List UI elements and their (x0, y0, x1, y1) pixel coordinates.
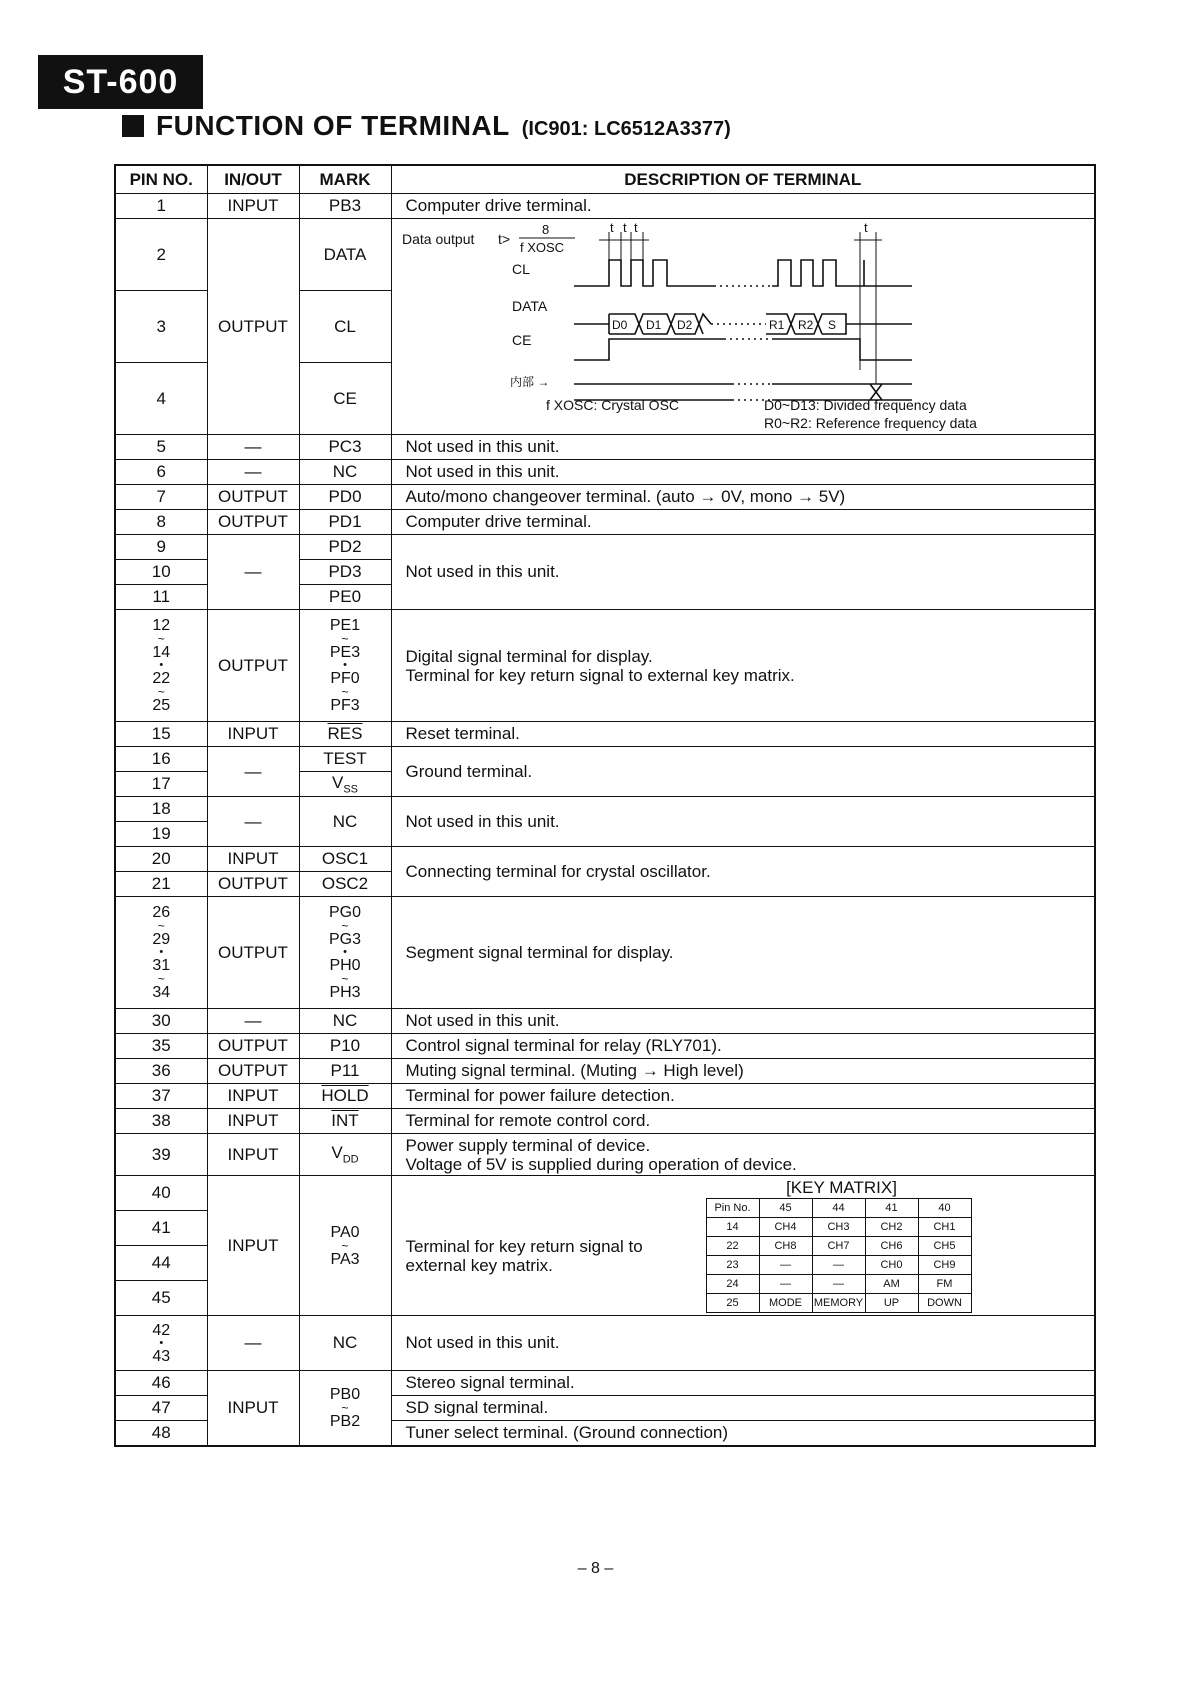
page-number: – 8 – (577, 1560, 614, 1577)
mark-cell (299, 722, 391, 747)
mark-cell: PC3 (299, 435, 391, 460)
mark-cell: NC (299, 797, 391, 847)
range-dot: • (159, 1336, 164, 1349)
pin-range-cell (115, 897, 207, 1009)
key-matrix-description (392, 1237, 706, 1275)
pin-cell: 10 (115, 560, 207, 585)
mark-range-end: PH3 (329, 984, 361, 1001)
key-matrix-row (706, 1218, 971, 1237)
desc-cell: Terminal for remote control cord. (391, 1109, 1095, 1134)
io-cell: OUTPUT (207, 485, 299, 510)
range-tilde: ~ (157, 632, 165, 646)
pin-cell: 3 (115, 291, 207, 363)
mark-range-value: PG3 (328, 931, 361, 948)
range-tilde: ~ (341, 685, 349, 699)
table-row (115, 1176, 1095, 1211)
io-cell: — (207, 460, 299, 485)
pin-cell: 30 (115, 1009, 207, 1034)
pin-cell: 44 (115, 1246, 207, 1281)
pin-cell: 47 (115, 1396, 207, 1421)
terminal-table (114, 164, 1096, 1447)
cl-waveform (574, 260, 714, 286)
pin-cell: 5 (115, 435, 207, 460)
bit-label: D1 (645, 317, 661, 332)
mark-cell: NC (299, 1009, 391, 1034)
desc-cell: Computer drive terminal. (391, 510, 1095, 535)
range-dot: • (159, 946, 164, 958)
mark-cell: PD0 (299, 485, 391, 510)
table-row (115, 797, 1095, 822)
km-header-cell: Pin No. (706, 1199, 759, 1218)
desc-line: Terminal for key return signal to (405, 1236, 643, 1256)
page-title: FUNCTION OF TERMINAL (156, 110, 510, 141)
km-cell: DOWN (918, 1294, 971, 1313)
io-cell: — (207, 797, 299, 847)
io-cell: INPUT (207, 1109, 299, 1134)
bit-label: R2 (797, 317, 813, 332)
table-row (115, 1109, 1095, 1134)
mark-cell: PE0 (299, 585, 391, 610)
timing-t-label: t (863, 219, 868, 235)
mark-range-cell (299, 610, 391, 722)
km-cell: CH7 (812, 1237, 865, 1256)
table-row (115, 219, 1095, 291)
col-desc-header: DESCRIPTION OF TERMINAL (391, 165, 1095, 194)
io-cell: INPUT (207, 722, 299, 747)
table-row (115, 485, 1095, 510)
pin-range-end: 25 (152, 697, 171, 714)
km-cell: CH8 (759, 1237, 812, 1256)
table-row (115, 460, 1095, 485)
desc-cell: Not used in this unit. (391, 1316, 1095, 1371)
io-cell: INPUT (207, 847, 299, 872)
col-mark-header: MARK (299, 165, 391, 194)
mark-cell: PD3 (299, 560, 391, 585)
io-cell: OUTPUT (207, 610, 299, 722)
mark-cell: NC (299, 460, 391, 485)
pin-cell: 40 (115, 1176, 207, 1211)
desc-cell: Ground terminal. (391, 747, 1095, 797)
legend-fxosc: f XOSC: Crystal OSC (545, 396, 679, 413)
pin-cell: 21 (115, 872, 207, 897)
pin-cell: 37 (115, 1084, 207, 1109)
mark-overlined: $\overline{INT}$ (331, 1111, 359, 1130)
pin-range-cell (115, 1316, 207, 1371)
key-matrix-table (706, 1198, 972, 1313)
model-badge: ST-600 (38, 55, 203, 109)
io-cell: — (207, 1316, 299, 1371)
pin-cell: 38 (115, 1109, 207, 1134)
range-tilde: ~ (157, 685, 165, 699)
pin-range-value: 29 (152, 931, 171, 948)
pin-range-value: 22 (152, 670, 171, 687)
mark-cell: P10 (299, 1034, 391, 1059)
mark-range-end: PB2 (329, 1412, 361, 1430)
pin-range-cell (115, 610, 207, 722)
io-cell: OUTPUT (207, 1034, 299, 1059)
pin-range-value: 31 (152, 957, 171, 974)
table-row (115, 1371, 1095, 1396)
signal-internal-label: 内部 → (509, 374, 549, 389)
range-tilde: ~ (341, 1238, 349, 1253)
pin-cell: 17 (115, 772, 207, 797)
desc-cell: Not used in this unit. (391, 535, 1095, 610)
key-matrix-header-row (706, 1199, 971, 1218)
table-row (115, 1059, 1095, 1084)
timing-t-label: t (622, 219, 627, 235)
mark-overlined: HOLD (321, 1086, 369, 1105)
signal-cl-label: CL (511, 260, 530, 277)
desc-cell: Reset terminal. (391, 722, 1095, 747)
table-row (115, 1034, 1095, 1059)
km-cell: — (759, 1275, 812, 1294)
bit-label: D0 (611, 317, 627, 332)
table-row (115, 897, 1095, 1009)
desc-cell (391, 610, 1095, 722)
pin-range-end: 34 (152, 984, 171, 1001)
data-output-label: Data output (401, 230, 474, 247)
mark-cell (299, 1109, 391, 1134)
desc-cell: Not used in this unit. (391, 460, 1095, 485)
desc-cell: Tuner select terminal. (Ground connection) (391, 1421, 1095, 1446)
pin-cell: 6 (115, 460, 207, 485)
km-cell: AM (865, 1275, 918, 1294)
mark-range-value: PE3 (329, 644, 361, 661)
desc-cell: Segment signal terminal for display. (391, 897, 1095, 1009)
mark-range-value: PF0 (330, 670, 360, 687)
mark-overlined: $\overline{RES}$ (327, 724, 363, 743)
io-cell: OUTPUT (207, 1059, 299, 1084)
desc-cell: Connecting terminal for crystal oscillator. (391, 847, 1095, 897)
pin-range-start: 26 (152, 904, 171, 921)
pin-cell: 20 (115, 847, 207, 872)
pin-cell: 16 (115, 747, 207, 772)
km-cell: CH0 (865, 1256, 918, 1275)
km-cell: CH6 (865, 1237, 918, 1256)
range-tilde: ~ (341, 632, 349, 646)
desc-cell: Terminal for power failure detection. (391, 1084, 1095, 1109)
km-cell: UP (865, 1294, 918, 1313)
mark-range-end: PF3 (330, 697, 360, 714)
io-cell: — (207, 747, 299, 797)
table-row (115, 610, 1095, 722)
pin-cell: 11 (115, 585, 207, 610)
key-matrix-row (706, 1275, 971, 1294)
io-cell: — (207, 535, 299, 610)
pin-range-start: 42 (152, 1321, 171, 1339)
desc-cell: Computer drive terminal. (391, 194, 1095, 219)
key-matrix-cell (391, 1176, 1095, 1316)
io-cell: — (207, 435, 299, 460)
pin-cell: 19 (115, 822, 207, 847)
mark-cell: PD1 (299, 510, 391, 535)
col-io-header: IN/OUT (207, 165, 299, 194)
mark-cell: CE (299, 363, 391, 435)
mark-range-start: PA0 (330, 1223, 360, 1241)
timing-diagram (392, 220, 1092, 434)
timing-t-label: t (633, 219, 638, 235)
ic-label: (IC901: LC6512A3377) (521, 118, 731, 140)
mark-main: V (331, 1143, 343, 1163)
range-dot: • (343, 946, 347, 958)
km-cell: — (812, 1275, 865, 1294)
mark-range-value: PH0 (329, 957, 361, 974)
km-cell: CH4 (759, 1218, 812, 1237)
km-cell: CH1 (918, 1218, 971, 1237)
pin-cell: 9 (115, 535, 207, 560)
section-heading (122, 110, 731, 142)
range-tilde: ~ (341, 972, 349, 986)
pin-cell: 7 (115, 485, 207, 510)
pin-cell: 41 (115, 1211, 207, 1246)
mark-cell: OSC2 (299, 872, 391, 897)
km-header-cell: 44 (812, 1199, 865, 1218)
table-header-row (115, 165, 1095, 194)
desc-cell: Muting signal terminal. (Muting → High level) (391, 1059, 1095, 1084)
mark-cell: CL (299, 291, 391, 363)
mark-cell: OSC1 (299, 847, 391, 872)
pin-range-value: 14 (152, 644, 171, 661)
mark-subscript: DD (342, 1153, 359, 1166)
mark-cell: DATA (299, 219, 391, 291)
table-row (115, 847, 1095, 872)
desc-line: Terminal for key return signal to external key matrix. (405, 665, 795, 685)
desc-line: Voltage of 5V is supplied during operation of device. (405, 1154, 797, 1174)
range-tilde: ~ (341, 919, 349, 933)
table-row (115, 722, 1095, 747)
mark-cell (299, 772, 391, 797)
km-header-cell: 41 (865, 1199, 918, 1218)
table-row (115, 1316, 1095, 1371)
table-row (115, 1134, 1095, 1176)
io-cell: OUTPUT (207, 872, 299, 897)
pin-cell: 18 (115, 797, 207, 822)
pin-cell: 36 (115, 1059, 207, 1084)
km-cell: CH5 (918, 1237, 971, 1256)
mark-range-start: PG0 (328, 904, 361, 921)
formula-numerator: 8 (541, 221, 549, 237)
km-header-cell: 40 (918, 1199, 971, 1218)
range-dot: • (159, 659, 164, 671)
desc-cell: Not used in this unit. (391, 1009, 1095, 1034)
io-cell: — (207, 1009, 299, 1034)
mark-cell: NC (299, 1316, 391, 1371)
bit-label: S (827, 317, 836, 332)
km-cell: CH3 (812, 1218, 865, 1237)
pin-cell: 4 (115, 363, 207, 435)
desc-cell: Control signal terminal for relay (RLY701). (391, 1034, 1095, 1059)
km-cell: FM (918, 1275, 971, 1294)
mark-cell: PB3 (299, 194, 391, 219)
pin-cell: 48 (115, 1421, 207, 1446)
io-cell: INPUT (207, 1134, 299, 1176)
pin-cell: 15 (115, 722, 207, 747)
range-dot: • (343, 659, 347, 671)
table-row (115, 1009, 1095, 1034)
km-cell: 14 (706, 1218, 759, 1237)
mark-cell: TEST (299, 747, 391, 772)
mark-cell: P11 (299, 1059, 391, 1084)
pin-range-end: 43 (152, 1347, 171, 1365)
key-matrix-row (706, 1237, 971, 1256)
table-row (115, 435, 1095, 460)
bit-label: R1 (768, 317, 784, 332)
km-cell: 23 (706, 1256, 759, 1275)
desc-cell: SD signal terminal. (391, 1396, 1095, 1421)
desc-line: Power supply terminal of device. (405, 1135, 651, 1155)
pin-cell: 46 (115, 1371, 207, 1396)
pin-cell: 8 (115, 510, 207, 535)
km-header-cell: 45 (759, 1199, 812, 1218)
signal-ce-label: CE (511, 331, 531, 348)
mark-cell: PD2 (299, 535, 391, 560)
io-cell: OUTPUT (207, 219, 299, 435)
key-matrix-title: [KEY MATRIX] (786, 1178, 897, 1197)
km-cell: CH2 (865, 1218, 918, 1237)
io-cell: INPUT (207, 1176, 299, 1316)
col-pin-header: PIN NO. (115, 165, 207, 194)
pin-cell: 35 (115, 1034, 207, 1059)
timing-diagram-cell (391, 219, 1095, 435)
formula-denominator: f XOSC (519, 239, 564, 255)
pin-cell: 39 (115, 1134, 207, 1176)
range-tilde: ~ (341, 1400, 349, 1415)
legend-reference: R0~R2: Reference frequency data (763, 414, 977, 431)
mark-range-start: PE1 (329, 617, 361, 634)
io-cell: OUTPUT (207, 897, 299, 1009)
desc-cell: Stereo signal terminal. (391, 1371, 1095, 1396)
table-row (115, 510, 1095, 535)
table-row (115, 1084, 1095, 1109)
mark-cell (299, 1084, 391, 1109)
pin-range-start: 12 (152, 617, 171, 634)
table-row (115, 747, 1095, 772)
table-row (115, 535, 1095, 560)
signal-data-label: DATA (511, 297, 547, 314)
desc-cell: Auto/mono changeover terminal. (auto → 0V, mono → 5V) (391, 485, 1095, 510)
km-cell: CH9 (918, 1256, 971, 1275)
desc-cell (391, 1134, 1095, 1176)
desc-cell: Not used in this unit. (391, 797, 1095, 847)
io-cell: INPUT (207, 1371, 299, 1446)
range-tilde: ~ (157, 972, 165, 986)
pin-cell: 2 (115, 219, 207, 291)
mark-range-start: PB0 (329, 1385, 361, 1403)
mark-range-cell (299, 1371, 391, 1446)
timing-t-label: t (609, 219, 614, 235)
km-cell: 22 (706, 1237, 759, 1256)
mark-main: V (331, 772, 344, 792)
km-cell: — (812, 1256, 865, 1275)
io-cell: INPUT (207, 194, 299, 219)
mark-range-end: PA3 (330, 1250, 360, 1268)
km-cell: MEMORY (812, 1294, 865, 1313)
key-matrix-row (706, 1256, 971, 1275)
range-tilde: ~ (157, 919, 165, 933)
km-cell: — (759, 1256, 812, 1275)
desc-line: external key matrix. (405, 1255, 553, 1275)
heading-bullet (122, 115, 144, 137)
desc-line: Digital signal terminal for display. (405, 646, 653, 666)
km-cell: MODE (759, 1294, 812, 1313)
mark-range-cell (299, 1176, 391, 1316)
legend-divided: D0~D13: Divided frequency data (763, 396, 967, 413)
pin-cell: 1 (115, 194, 207, 219)
mark-range-cell (299, 897, 391, 1009)
km-cell: 24 (706, 1275, 759, 1294)
io-cell: OUTPUT (207, 510, 299, 535)
formula-t: t> (497, 230, 510, 247)
io-cell: INPUT (207, 1084, 299, 1109)
mark-cell (299, 1134, 391, 1176)
ce-waveform (574, 339, 724, 360)
key-matrix-row (706, 1294, 971, 1313)
mark-subscript: SS (343, 783, 359, 796)
km-cell: 25 (706, 1294, 759, 1313)
table-row (115, 194, 1095, 219)
desc-cell: Not used in this unit. (391, 435, 1095, 460)
pin-cell: 45 (115, 1281, 207, 1316)
bit-label: D2 (676, 317, 692, 332)
